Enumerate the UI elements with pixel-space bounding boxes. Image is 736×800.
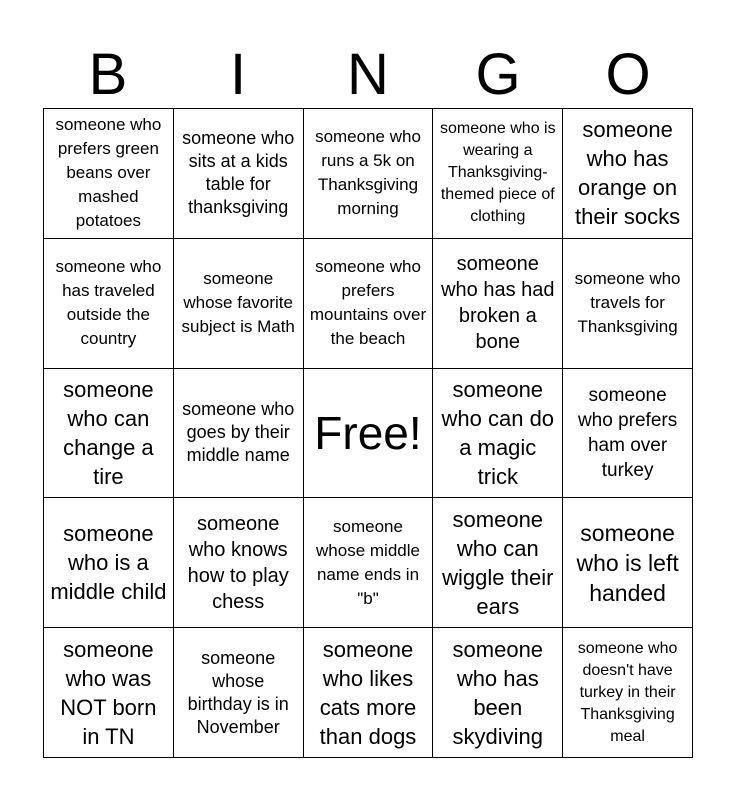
bingo-cell[interactable]: someone who was NOT born in TN	[44, 628, 174, 758]
bingo-cell[interactable]: someone who has traveled outside the country	[44, 239, 174, 369]
bingo-cell[interactable]: someone who can wiggle their ears	[433, 498, 563, 628]
header-letter-b: B	[88, 42, 128, 107]
bingo-cell[interactable]: someone who prefers mountains over the beach	[304, 239, 434, 369]
bingo-grid	[43, 108, 693, 758]
bingo-cell[interactable]: someone whose birthday is in November	[174, 628, 304, 758]
bingo-cell[interactable]: someone who has orange on their socks	[563, 109, 693, 239]
bingo-cell[interactable]: someone who is a middle child	[44, 498, 174, 628]
bingo-cell[interactable]: someone who knows how to play chess	[174, 498, 304, 628]
bingo-cell[interactable]: someone who can do a magic trick	[433, 369, 563, 499]
bingo-header	[43, 42, 693, 108]
bingo-cell[interactable]: someone who has had broken a bone	[433, 239, 563, 369]
bingo-cell[interactable]: someone who prefers green beans over mashed potatoes	[44, 109, 174, 239]
bingo-cell[interactable]: someone who doesn't have turkey in their Thanksgiving meal	[563, 628, 693, 758]
bingo-cell[interactable]: someone who runs a 5k on Thanksgiving morning	[304, 109, 434, 239]
header-letter-o: O	[605, 42, 651, 107]
header-letter-g: G	[475, 42, 521, 107]
bingo-cell[interactable]: someone whose favorite subject is Math	[174, 239, 304, 369]
bingo-cell[interactable]: someone who prefers ham over turkey	[563, 369, 693, 499]
bingo-cell[interactable]: someone who goes by their middle name	[174, 369, 304, 499]
bingo-cell[interactable]: someone who sits at a kids table for thanksgiving	[174, 109, 304, 239]
bingo-cell[interactable]: someone whose middle name ends in "b"	[304, 498, 434, 628]
bingo-cell[interactable]: someone who can change a tire	[44, 369, 174, 499]
free-space-cell[interactable]: Free!	[304, 369, 434, 499]
bingo-cell[interactable]: someone who is left handed	[563, 498, 693, 628]
header-letter-n: N	[347, 42, 389, 107]
bingo-cell[interactable]: someone who likes cats more than dogs	[304, 628, 434, 758]
bingo-cell[interactable]: someone who has been skydiving	[433, 628, 563, 758]
bingo-cell[interactable]: someone who travels for Thanksgiving	[563, 239, 693, 369]
bingo-cell[interactable]: someone who is wearing a Thanksgiving-themed piece of clothing	[433, 109, 563, 239]
header-letter-i: I	[229, 42, 247, 107]
